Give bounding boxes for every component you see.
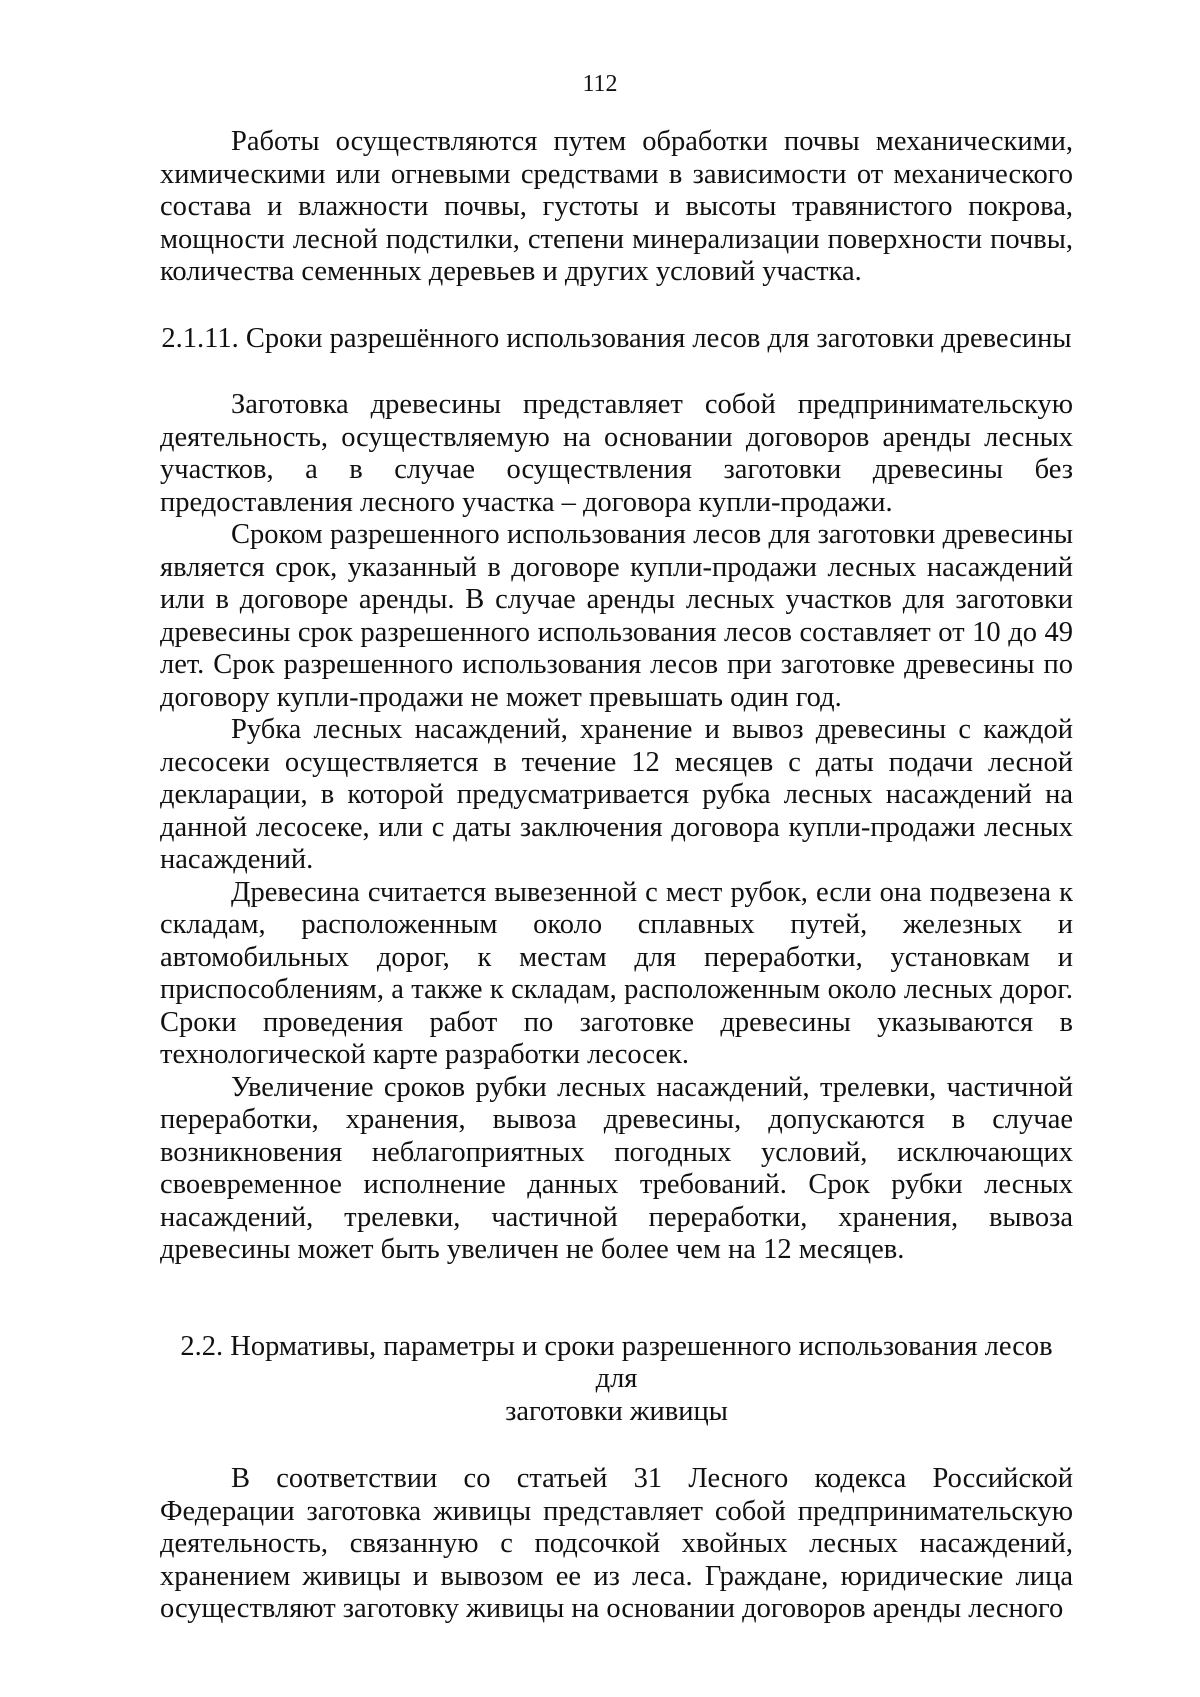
paragraph-term-extension: Увеличение сроков рубки лесных насаждений, трелевки, частичной переработки, хранения, вывоза древесины, допускаются в случае возникновения неблагоприятных погодных условий, исключающих своевременное исполнение данных требований. Срок рубки лесных насаждений, трелевки, частичной переработки, хранения, вывоза древесины может быть увеличен не более чем на 12 месяцев. — [160, 1071, 1073, 1265]
paragraph-permitted-term: Сроком разрешенного использования лесов для заготовки древесины является срок, указанный в договоре купли-продажи лесных насаждений или в договоре аренды. В случае аренды лесных участков для заготовки древесины срок разрешенного использования лесов составляет от 10 до 49 лет. Срок разрешенного использования лесов при заготовке древесины по договору купли-продажи не может превышать один год. — [160, 519, 1073, 713]
section-heading-2-2-line1: 2.2. Нормативы, параметры и сроки разрешенного использования лесов для — [180, 1330, 1053, 1394]
page-content — [160, 126, 1073, 1626]
section-heading-2-2 — [160, 1331, 1073, 1429]
paragraph-felling-removal: Рубка лесных насаждений, хранение и вывоз древесины с каждой лесосеки осуществляется в течение 12 месяцев с даты подачи лесной декларации, в которой предусматривается рубка лесных насаждений на данной лесосеке, или с даты заключения договора купли-продажи лесных насаждений. — [160, 714, 1073, 875]
paragraph-timber-removed: Древесина считается вывезенной с мест рубок, если она подвезена к складам, расположенным около сплавных путей, железных и автомобильных дорог, к местам для переработки, установкам и приспособлениям, а также к складам, расположенным около лесных дорог. Сроки проведения работ по заготовке древесины указываются в технологической карте разработки лесосек. — [160, 876, 1073, 1070]
paragraph-resin-harvesting: В соответствии со статьей 31 Лесного кодекса Российской Федерации заготовка живицы представляет собой предпринимательскую деятельность, связанную с подсочкой хвойных лесных насаждений, хранением живицы и вывозом ее из леса. Граждане, юридические лица осуществляют заготовку живицы на основании договоров аренды лесного — [160, 1463, 1073, 1624]
page-number: 112 — [582, 71, 618, 97]
section-heading-2-2-line2: заготовки живицы — [505, 1395, 728, 1427]
paragraph-timber-harvesting: Заготовка древесины представляет собой предпринимательскую деятельность, осуществляемую на основании договоров аренды лесных участков, а в случае осуществления заготовки древесины без предоставления лесного участка – договора купли-продажи. — [160, 389, 1073, 518]
section-heading-2-1-11: 2.1.11. Сроки разрешённого использования лесов для заготовки древесины — [161, 322, 1072, 354]
intro-paragraph: Работы осуществляются путем обработки почвы механическими, химическими или огневыми средствами в зависимости от механического состава и влажности почвы, густоты и высоты травянистого покрова, мощности лесной подстилки, степени минерализации поверхности почвы, количества семенных деревьев и других условий участка. — [160, 126, 1073, 287]
